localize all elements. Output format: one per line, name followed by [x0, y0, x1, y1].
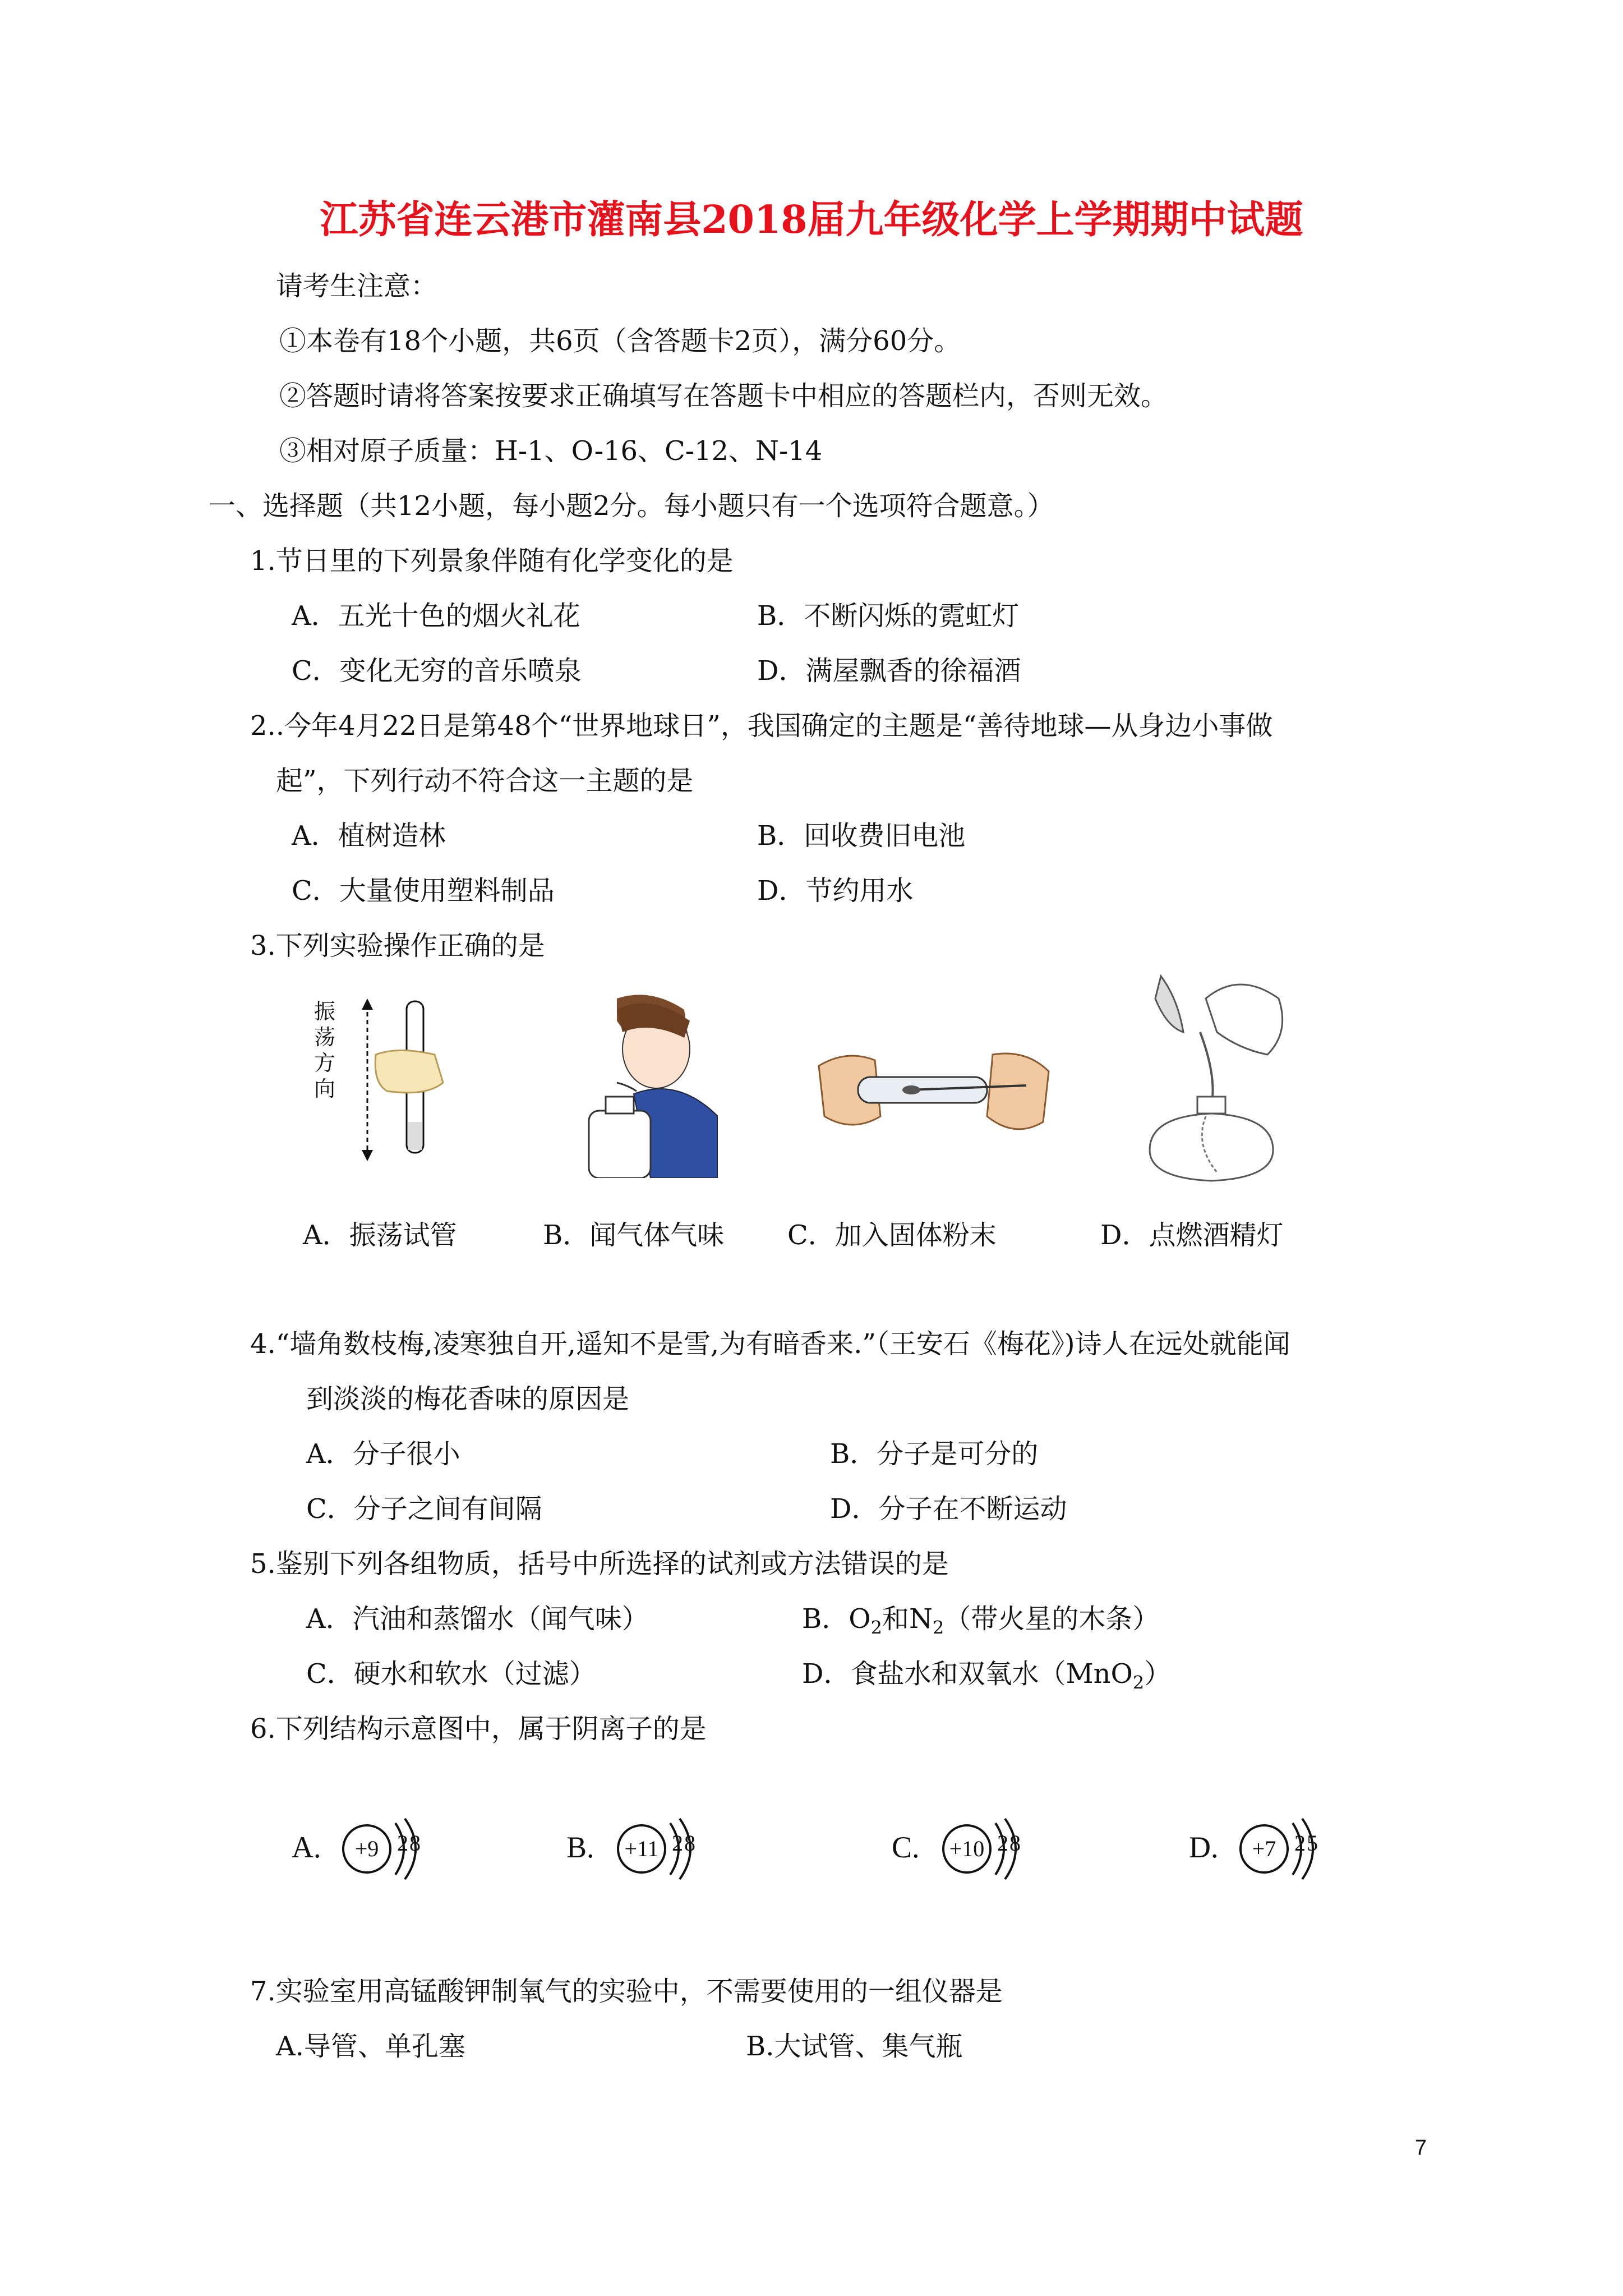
q7-option-b: B.大试管、集气瓶 [746, 2031, 963, 2062]
question-4-stem-line1: 4.“墙角数枝梅,凌寒独自开,遥知不是雪,为有暗香来.”（王安石《梅花》)诗人在远处就能闻 [250, 1328, 1290, 1360]
notice-heading: 请考生注意： [276, 270, 438, 302]
question-6-stem: 6.下列结构示意图中，属于阴离子的是 [250, 1713, 707, 1745]
shell-2-electrons: 8 [1009, 1830, 1021, 1856]
q3-option-d: D．点燃酒精灯 [1100, 1220, 1284, 1251]
nucleus: +11 [617, 1824, 666, 1874]
shell-2-electrons: 5 [1307, 1830, 1318, 1856]
document-title: 江苏省连云港市灌南县2018届九年级化学上学期期中试题 [320, 197, 1303, 242]
section-heading: 一、选择题（共12小题，每小题2分。每小题只有一个选项符合题意。） [209, 490, 1054, 522]
atom-diagram-b [566, 1818, 735, 1902]
q2-option-c: C．大量使用塑料制品 [292, 875, 555, 907]
question-2-stem-line2: 起”，下列行动不符合这一主题的是 [276, 765, 694, 797]
q5-option-a: A．汽油和蒸馏水（闻气味） [306, 1603, 649, 1635]
add-powder-icon [813, 1032, 1054, 1150]
atom-diagram-c [892, 1818, 1060, 1902]
shake-direction-label: 振荡方向 [314, 999, 336, 1101]
q4-option-d: D．分子在不断运动 [830, 1493, 1067, 1525]
q2-option-d: D．节约用水 [757, 875, 914, 907]
shell-2-electrons: 8 [684, 1830, 695, 1856]
shell-1-electrons: 2 [1294, 1830, 1306, 1856]
nucleus: +7 [1239, 1824, 1289, 1874]
notice-item-1: ①本卷有18个小题，共6页（含答题卡2页），满分60分。 [279, 325, 961, 357]
q4-option-a: A．分子很小 [306, 1438, 460, 1470]
question-5-stem: 5.鉴别下列各组物质，括号中所选择的试剂或方法错误的是 [250, 1548, 949, 1580]
q4-option-b: B．分子是可分的 [830, 1438, 1039, 1470]
shake-test-tube-figure [314, 993, 460, 1178]
alcohol-lamp-figure [1127, 965, 1295, 1184]
q7-option-a: A.导管、单孔塞 [276, 2031, 465, 2062]
shell-1-electrons: 2 [397, 1830, 408, 1856]
q1-option-b: B．不断闪烁的霓虹灯 [757, 600, 1020, 632]
q3-option-c: C．加入固体粉末 [787, 1220, 997, 1251]
shake-test-tube-icon [314, 993, 460, 1178]
nucleus: +9 [342, 1824, 391, 1874]
question-7-stem: 7.实验室用高锰酸钾制氧气的实验中，不需要使用的一组仪器是 [250, 1976, 1003, 2007]
question-2-stem-line1: 2..今年4月22日是第48个“世界地球日”，我国确定的主题是“善待地球—从身边小事做 [250, 710, 1273, 742]
nucleus: +10 [942, 1824, 992, 1874]
shell-1-electrons: 2 [997, 1830, 1008, 1856]
page-number: 7 [1414, 2136, 1427, 2160]
shell-2-electrons: 8 [409, 1830, 421, 1856]
atom-option-label: D. [1189, 1830, 1219, 1864]
q5-option-d: D．食盐水和双氧水（MnO$_2$） [802, 1658, 1172, 1694]
question-3-stem: 3.下列实验操作正确的是 [250, 930, 545, 961]
atom-option-label: C. [892, 1830, 920, 1864]
atom-diagram-a [292, 1818, 460, 1902]
atom-option-label: B. [566, 1830, 594, 1864]
atom-diagram-d [1189, 1818, 1357, 1902]
question-1-stem: 1.节日里的下列景象伴随有化学变化的是 [250, 545, 734, 577]
atom-option-label: A. [292, 1830, 321, 1864]
notice-item-2: ②答题时请将答案按要求正确填写在答题卡中相应的答题栏内，否则无效。 [279, 380, 1168, 412]
q1-option-c: C．变化无穷的音乐喷泉 [292, 655, 582, 687]
q4-option-c: C．分子之间有间隔 [306, 1493, 542, 1525]
q1-option-d: D．满屋飘香的徐福酒 [757, 655, 1021, 687]
person-smelling-icon [583, 987, 718, 1178]
q3-option-b: B．闻气体气味 [543, 1220, 725, 1251]
q1-option-a: A．五光十色的烟火礼花 [292, 600, 580, 632]
smell-gas-figure [583, 987, 718, 1178]
alcohol-lamp-icon [1127, 965, 1295, 1184]
add-powder-figure [813, 1032, 1054, 1150]
q2-option-a: A．植树造林 [292, 820, 446, 852]
q2-option-b: B．回收费旧电池 [757, 820, 966, 852]
q5-option-c: C．硬水和软水（过滤） [306, 1658, 596, 1690]
question-4-stem-line2: 到淡淡的梅花香味的原因是 [306, 1383, 630, 1415]
q3-option-a: A．振荡试管 [303, 1220, 457, 1251]
shell-1-electrons: 2 [672, 1830, 683, 1856]
notice-item-3: ③相对原子质量：H-1、O-16、C-12、N-14 [279, 435, 823, 467]
q5-option-b: B．$O_2$和$N_2$（带火星的木条） [802, 1603, 1160, 1639]
